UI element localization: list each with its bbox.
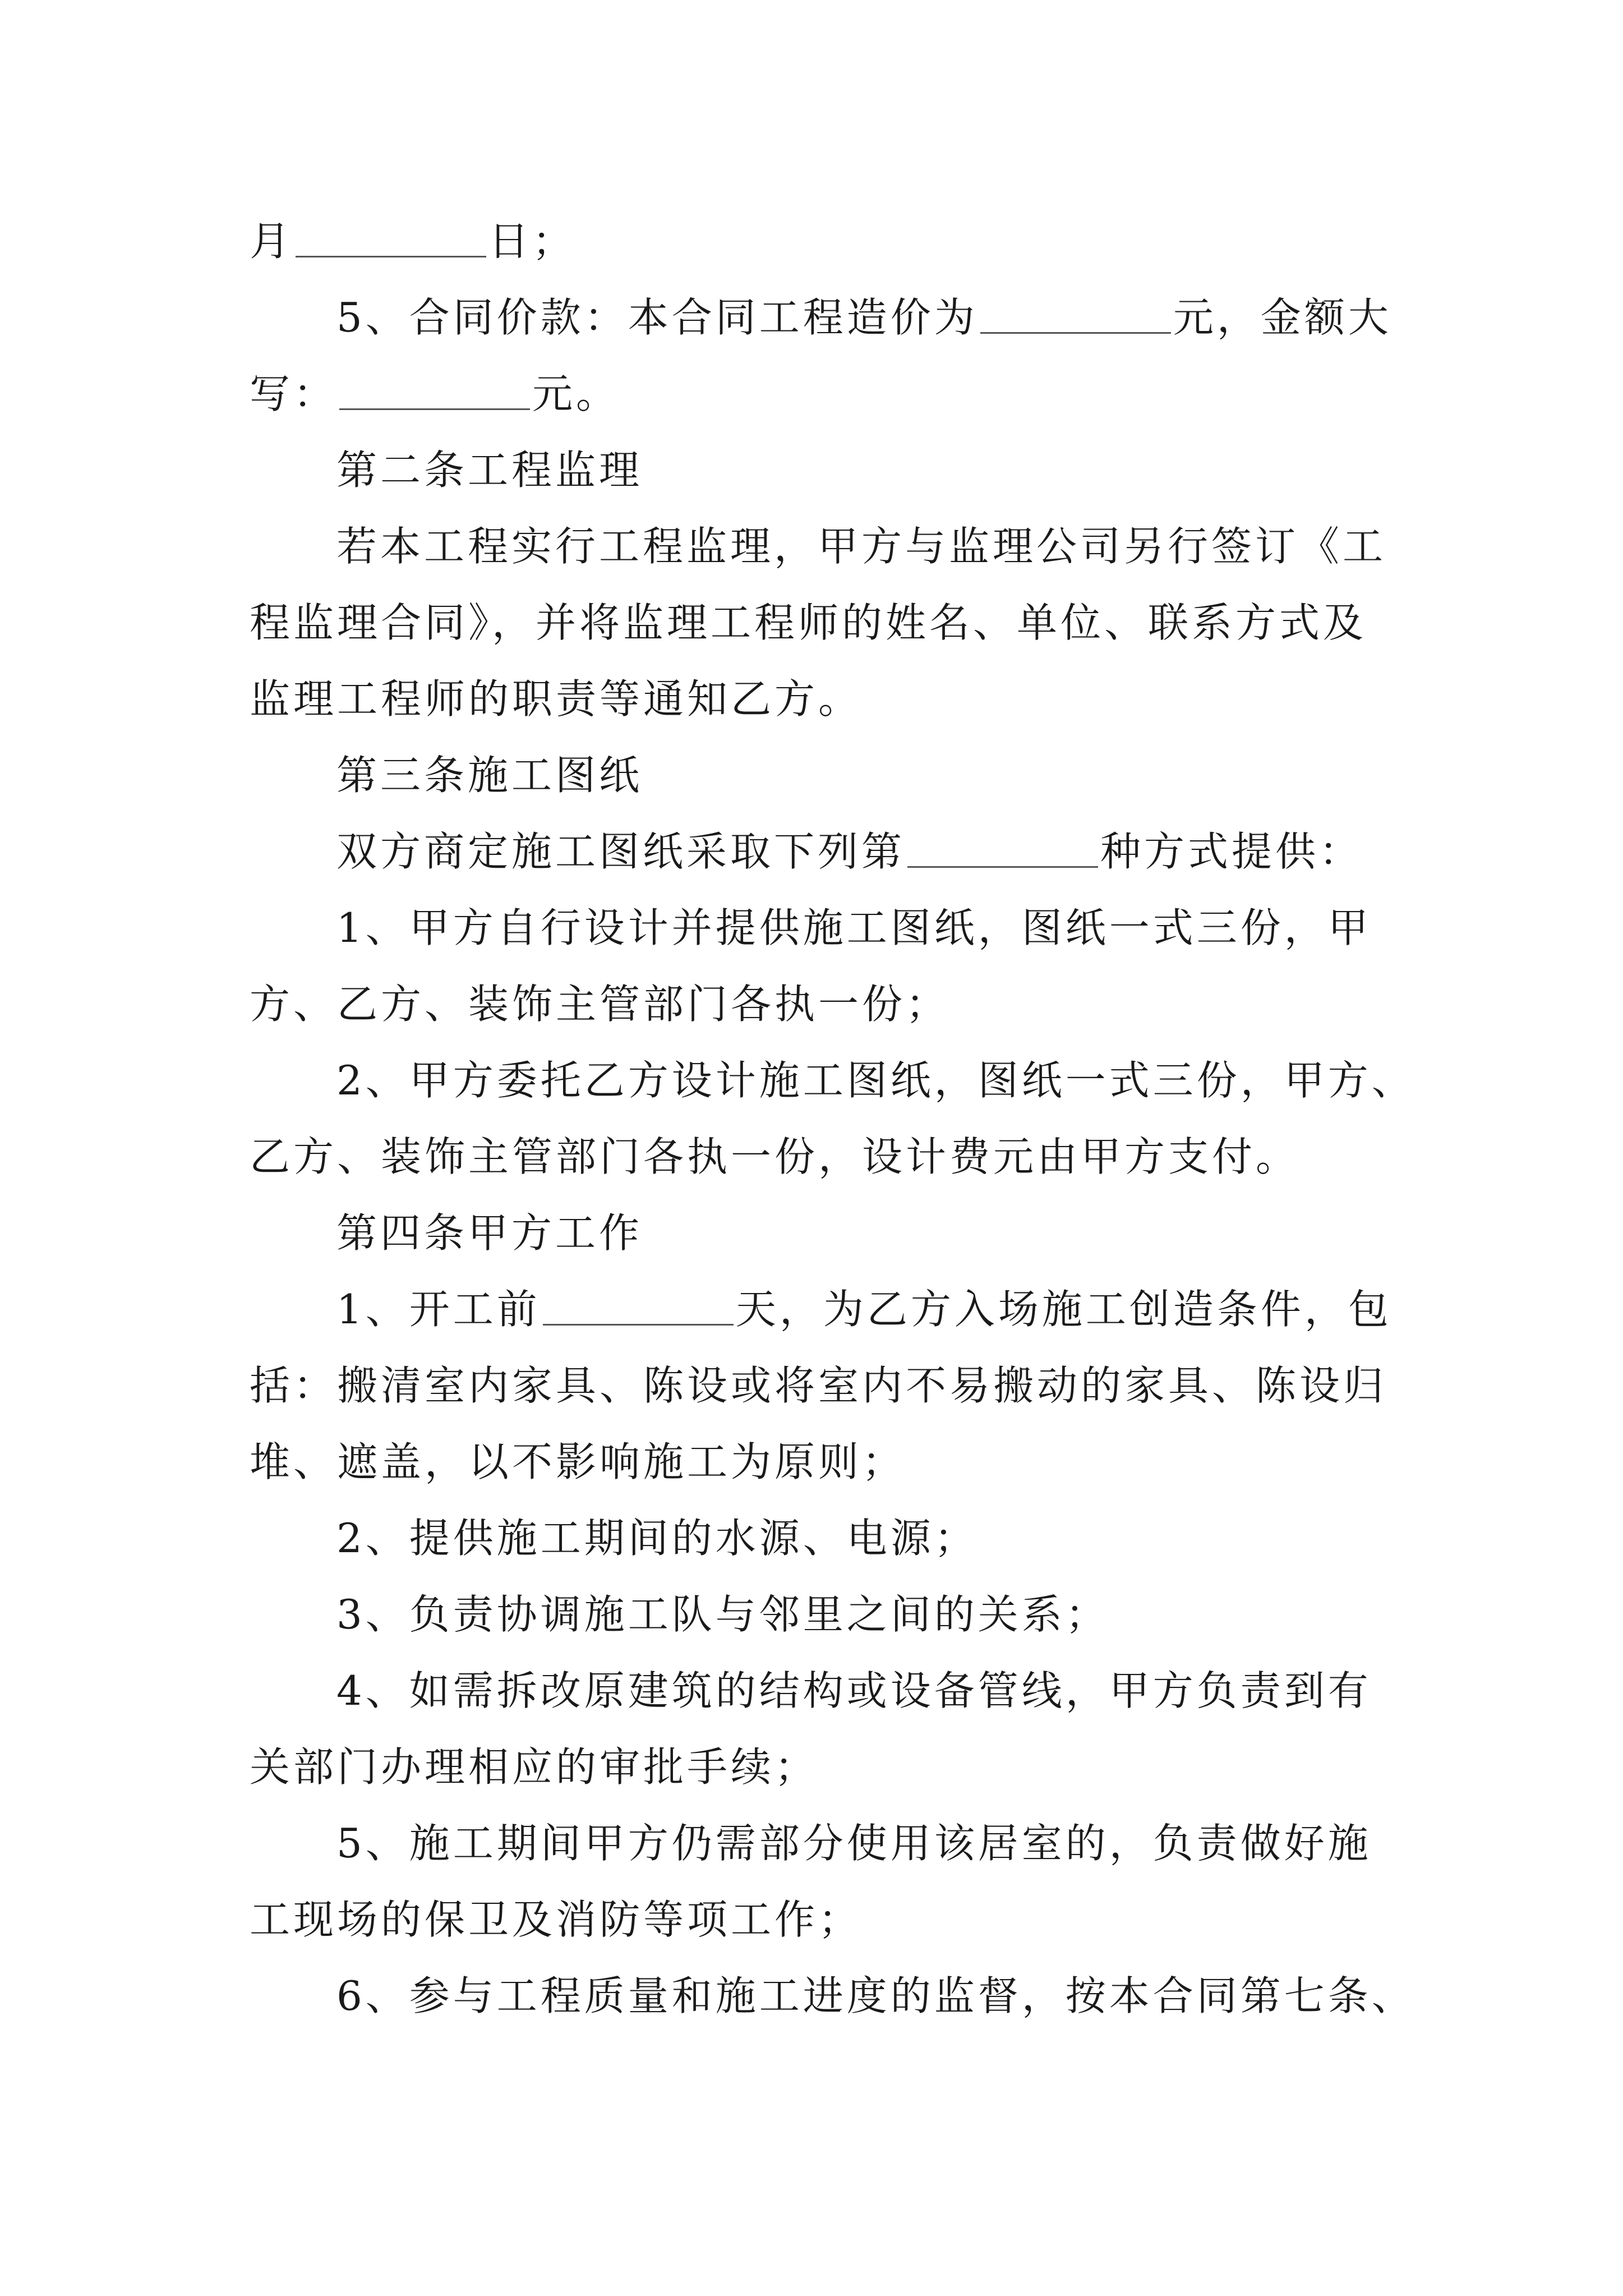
fill-blank [296,222,486,257]
text-line: 4、如需拆改原建筑的结构或设备管线，甲方负责到有 [336,1667,1372,1714]
text-line: 程监理合同》，并将监理工程师的姓名、单位、联系方式及 [250,599,1367,646]
fill-blank [543,1290,734,1326]
text-line: 5、施工期间甲方仍需部分使用该居室的，负责做好施 [336,1820,1372,1867]
text-line: 2、提供施工期间的水源、电源； [336,1515,978,1562]
section-heading: 第四条甲方工作 [336,1209,643,1257]
text-line: 乙方、装饰主管部门各执一份，设计费元由甲方支付。 [250,1133,1300,1180]
text-line: 工现场的保卫及消防等项工作； [250,1896,863,1943]
fill-blank [980,298,1171,334]
fill-blank [339,375,530,410]
text-line: 6、参与工程质量和施工进度的监督，按本合同第七条、 [336,1972,1415,2019]
fill-blank [907,832,1098,868]
text-line: 监理工程师的职责等通知乙方。 [250,675,863,723]
text-line: 2、甲方委托乙方设计施工图纸，图纸一式三份，甲方、 [336,1057,1415,1104]
text-line: 方、乙方、装饰主管部门各执一份； [250,981,950,1028]
text-line: 5、合同价款：本合同工程造价为 元，金额大 [336,294,1392,341]
text-line: 若本工程实行工程监理，甲方与监理公司另行签订《工 [336,523,1387,570]
text-line: 堆、遮盖，以不影响施工为原则； [250,1438,906,1485]
text-line: 双方商定施工图纸采取下列第 种方式提供： [336,828,1363,875]
text-line: 1、甲方自行设计并提供施工图纸，图纸一式三份，甲 [336,904,1372,951]
text-line: 月 日； [250,218,577,265]
text-line: 3、负责协调施工队与邻里之间的关系； [336,1591,1109,1638]
section-heading: 第二条工程监理 [336,447,643,494]
text-line: 1、开工前 天，为乙方入场施工创造条件，包 [336,1286,1392,1333]
text-line: 写： 元。 [250,370,620,417]
text-line: 关部门办理相应的审批手续； [250,1743,819,1791]
text-line: 括：搬清室内家具、陈设或将室内不易搬动的家具、陈设归 [250,1362,1387,1409]
section-heading: 第三条施工图纸 [336,752,643,799]
